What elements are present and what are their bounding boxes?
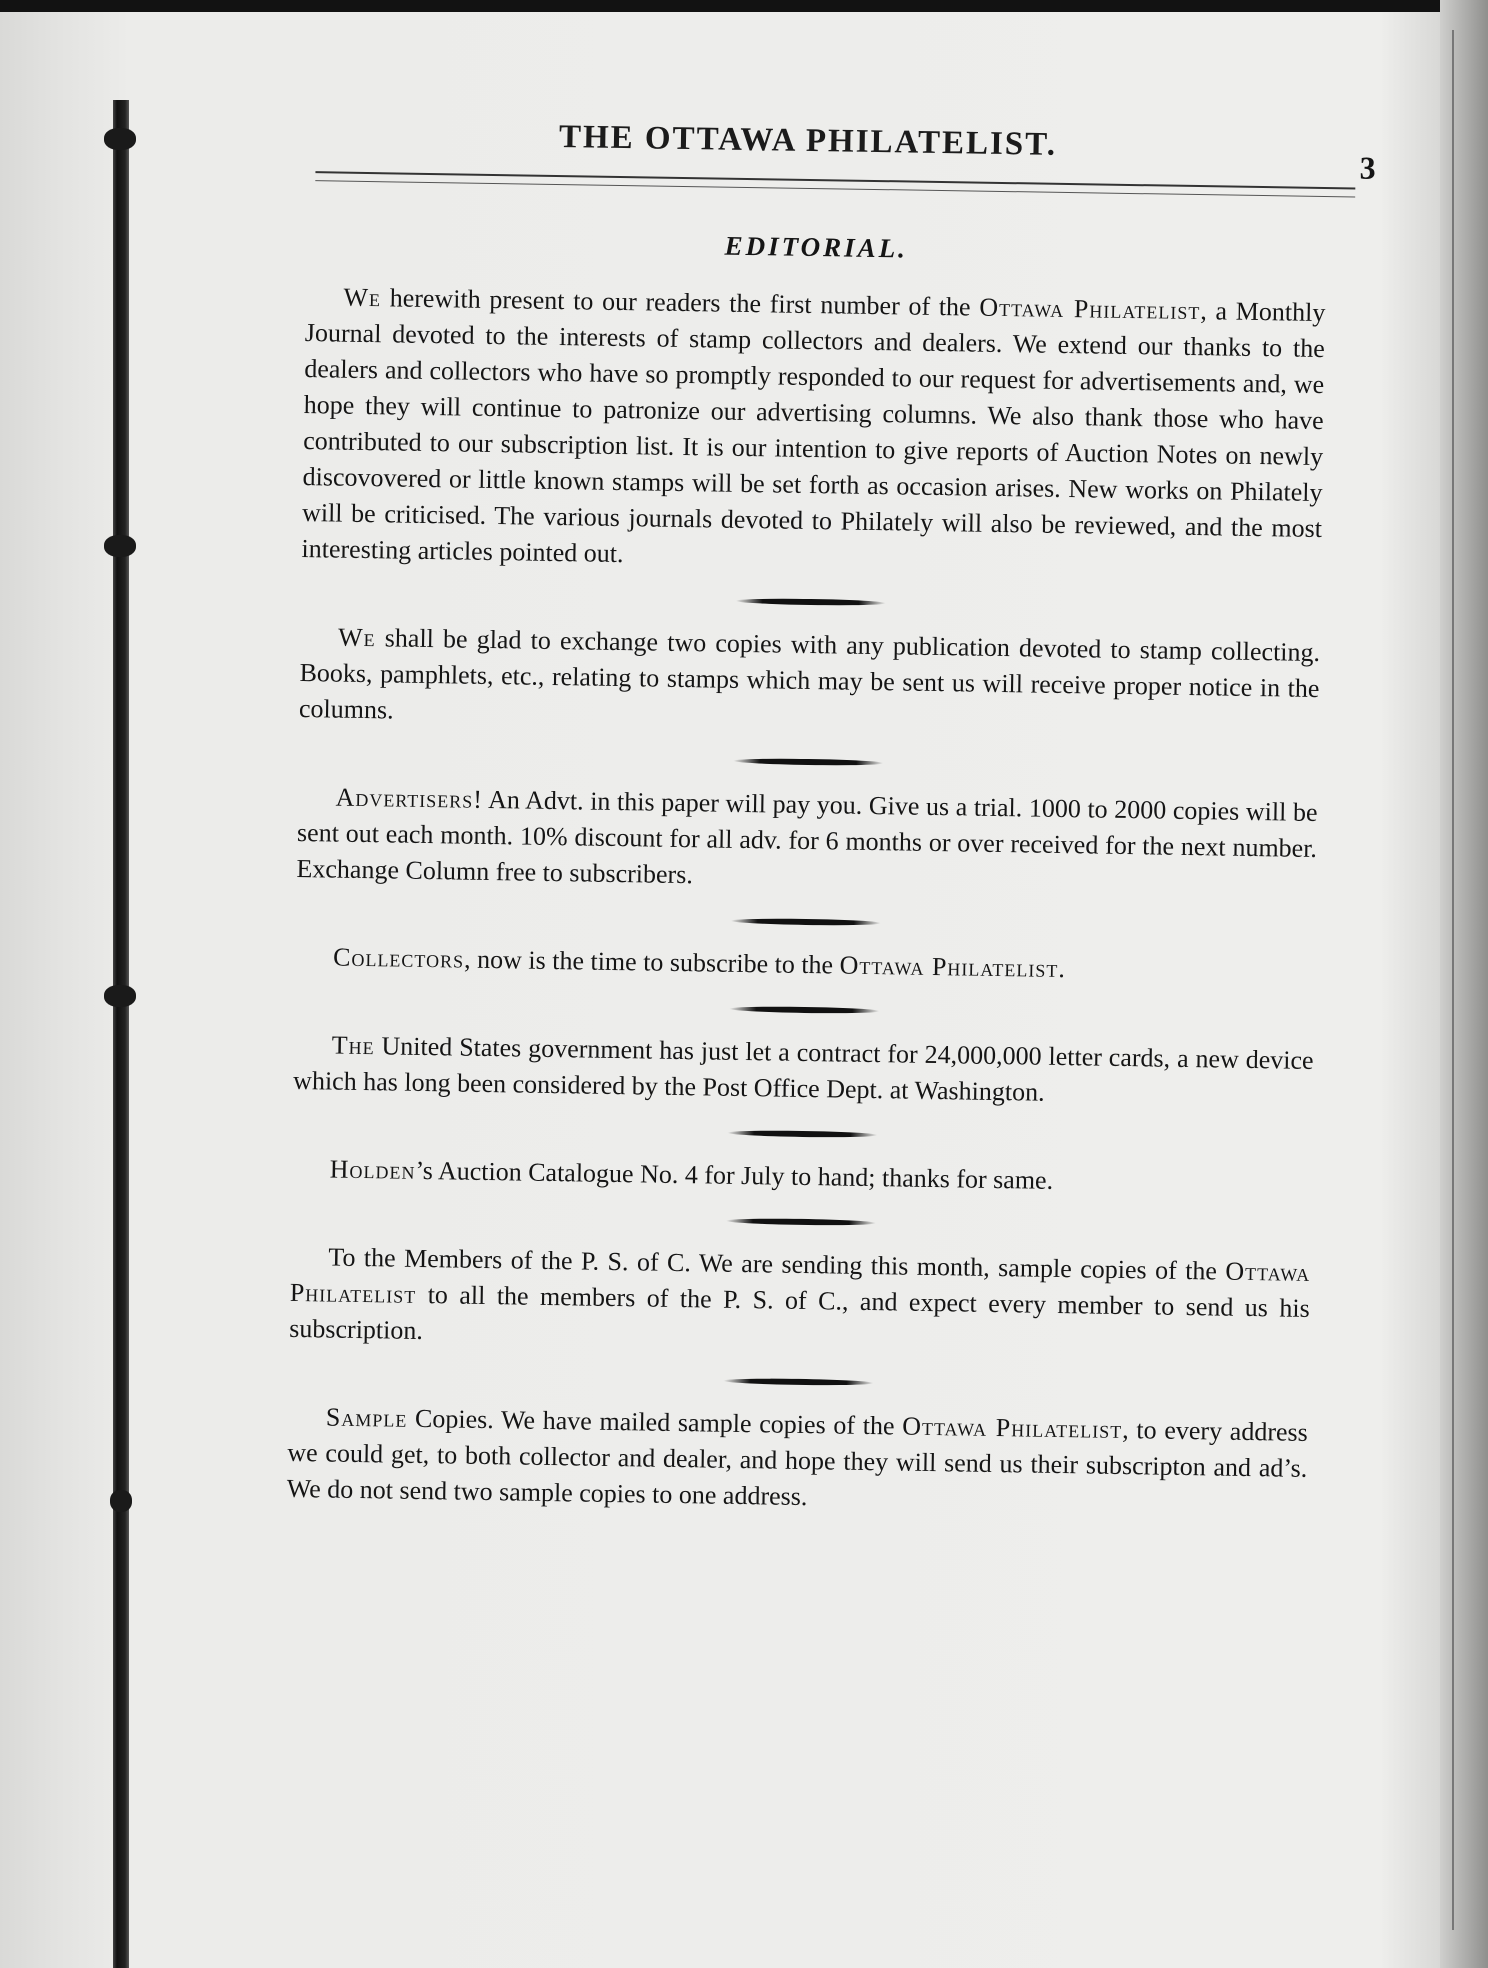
paragraph-text: To the Members of the P. S. of C. We are sending this month, sample copies of the	[328, 1242, 1226, 1286]
paragraph	[293, 1027, 1314, 1115]
paragraph-lead: Advertisers!	[335, 782, 484, 814]
paragraph	[292, 1151, 1312, 1203]
paragraph-text: shall be glad to exchange two copies with any publication devoted to stamp collecting. Books, pamphlets, etc., relating to stamps which may be sent us will receive proper notice in the columns.	[298, 623, 1321, 725]
paragraph-lead: Collectors	[332, 942, 465, 974]
paragraph-lead: Holden	[329, 1154, 416, 1185]
paragraph-text: ’s Auction Catalogue No. 4 for July to hand; thanks for same.	[415, 1155, 1054, 1195]
page-number: 3	[1359, 149, 1376, 186]
paragraph-text: herewith present to our readers the first number of the	[380, 283, 980, 322]
section-divider	[723, 1378, 873, 1386]
paragraph	[286, 1399, 1308, 1523]
editorial-body	[286, 279, 1325, 1523]
section-divider	[731, 918, 881, 926]
running-head	[278, 115, 1376, 186]
paragraph-rest: , to every address we could get, to both collector and dealer, and hope they will send us their subscripton and ad’s. We do not send two sample copies to one address.	[286, 1415, 1308, 1512]
section-heading: EDITORIAL.	[724, 230, 909, 264]
binding-knot	[110, 1490, 132, 1512]
paragraph-text: , now is the time to subscribe to the	[463, 944, 840, 980]
paragraph	[301, 279, 1325, 583]
paragraph-text: An Advt. in this paper will pay you. Give us a trial. 1000 to 2000 copies will be sent out each month. 10% discount for all adv. for 6 months or over received for the next number. Exchange Column free to subscribers.	[296, 784, 1318, 890]
paragraph-rest: to all the members of the P. S. of C., and expect every member to send us his subscription.	[289, 1279, 1310, 1346]
section-divider	[733, 758, 883, 766]
paragraph-lead: We	[343, 282, 382, 313]
section-divider	[736, 598, 886, 606]
binding-knot	[104, 985, 136, 1007]
paragraph-rest: , a Monthly Journal devoted to the interests of stamp collectors and dealers. We extend our thanks to the dealers and collectors who have so promptly responded to our request for advertisements and, we hope they will continue to patronize our advertising columns. We also thank those who have contributed to our subscription list. It is our intention to give reports of Auction Notes on newly discovovered or little known stamps will be set forth as occasion arises. New works on Philately will be criticised. The various journals devoted to Philately will also be reviewed, and the most interesting articles pointed out.	[301, 296, 1326, 569]
paragraph	[289, 1239, 1311, 1363]
journal-page	[250, 87, 1376, 1954]
journal-name: Ottawa Philatelist	[902, 1411, 1123, 1444]
paragraph-text: Copies. We have mailed sample copies of the	[407, 1403, 903, 1441]
scan-top-edge	[0, 0, 1488, 12]
page-right-fold	[1440, 0, 1488, 1968]
paragraph-lead: The	[331, 1030, 375, 1061]
paragraph	[296, 779, 1318, 903]
paragraph	[299, 619, 1321, 743]
paragraph-lead: We	[337, 622, 376, 653]
journal-name: Ottawa Philatelist	[289, 1256, 1311, 1309]
journal-name: Ottawa Philatelist	[979, 292, 1201, 326]
paragraph	[295, 939, 1315, 991]
section-divider	[729, 1006, 879, 1014]
binding-knot	[104, 128, 136, 150]
section-divider	[727, 1130, 877, 1138]
page-right-edge-line	[1452, 30, 1454, 1930]
paragraph-text: United States government has just let a contract for 24,000,000 letter cards, a new device which has long been considered by the Post Office Dept. at Washington.	[292, 1031, 1314, 1107]
binding-cord	[113, 100, 129, 1968]
binding-knot	[104, 535, 136, 557]
paragraph-lead: Sample	[325, 1402, 408, 1433]
section-divider	[726, 1218, 876, 1226]
journal-title: THE OTTAWA PHILATELIST.	[558, 118, 1058, 163]
paragraph-rest: .	[1058, 953, 1066, 984]
journal-name: Ottawa Philatelist	[839, 950, 1059, 983]
